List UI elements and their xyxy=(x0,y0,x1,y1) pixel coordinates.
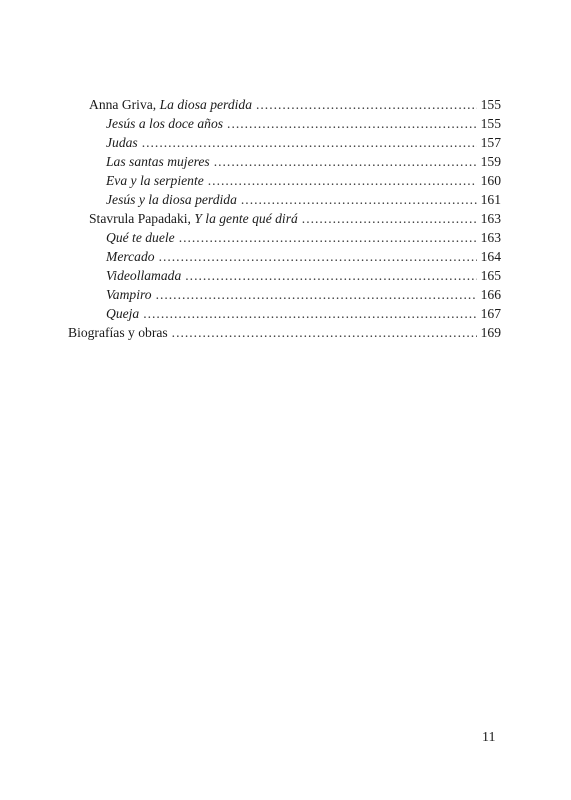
toc-page-number: 163 xyxy=(480,211,501,226)
toc-title: Biografías y obras xyxy=(68,325,168,340)
toc-title: Vampiro xyxy=(106,287,152,302)
toc-author: Stavrula Papadaki, xyxy=(89,211,195,226)
dot-leader xyxy=(172,323,477,342)
dot-leader xyxy=(159,247,477,266)
dot-leader xyxy=(142,133,477,152)
dot-leader xyxy=(241,190,477,209)
dot-leader xyxy=(302,209,477,228)
dot-leader xyxy=(227,114,477,133)
toc-author: Anna Griva, xyxy=(89,97,160,112)
toc-page-number: 164 xyxy=(480,249,501,264)
toc-title: La diosa perdida xyxy=(159,97,252,112)
toc-entry xyxy=(106,247,501,266)
dot-leader xyxy=(208,171,477,190)
toc-title: Y la gente qué dirá xyxy=(194,211,298,226)
toc-entry xyxy=(106,152,501,171)
dot-leader xyxy=(185,266,476,285)
toc-page-number: 159 xyxy=(480,154,501,169)
toc-entry xyxy=(106,228,501,247)
toc-entry xyxy=(106,266,501,285)
dot-leader xyxy=(156,285,477,304)
toc-title: Queja xyxy=(106,306,140,321)
dot-leader xyxy=(256,95,477,114)
toc-entry xyxy=(106,171,501,190)
toc-page-number: 163 xyxy=(480,230,501,245)
toc-title: Mercado xyxy=(106,249,155,264)
toc-page-number: 166 xyxy=(480,287,501,302)
dot-leader xyxy=(179,228,477,247)
toc-entry xyxy=(106,114,501,133)
page-number: 11 xyxy=(482,730,496,745)
dot-leader xyxy=(143,304,476,323)
toc-title: Judas xyxy=(106,135,138,150)
toc-page-number: 157 xyxy=(480,135,501,150)
toc-page-number: 155 xyxy=(480,116,501,131)
toc-page-number: 169 xyxy=(480,325,501,340)
toc-title: Jesús a los doce años xyxy=(106,116,224,131)
toc-entry xyxy=(106,190,501,209)
toc-title: Videollamada xyxy=(106,268,182,283)
toc-entry-section xyxy=(68,323,501,342)
toc-entry xyxy=(106,285,501,304)
toc-title: Jesús y la diosa perdida xyxy=(106,192,237,207)
toc-page-number: 160 xyxy=(480,173,501,188)
toc-title: Eva y la serpiente xyxy=(106,173,204,188)
toc-page-number: 155 xyxy=(480,97,501,112)
toc-page-number: 165 xyxy=(480,268,501,283)
toc-page-number: 161 xyxy=(480,192,501,207)
toc-title: Qué te duele xyxy=(106,230,175,245)
toc-entry-author xyxy=(89,209,501,228)
toc-page-number: 167 xyxy=(480,306,501,321)
toc-entry-author xyxy=(89,95,501,114)
toc-entry xyxy=(106,304,501,323)
dot-leader xyxy=(214,152,477,171)
toc-title: Las santas mujeres xyxy=(106,154,210,169)
toc-entry xyxy=(106,133,501,152)
